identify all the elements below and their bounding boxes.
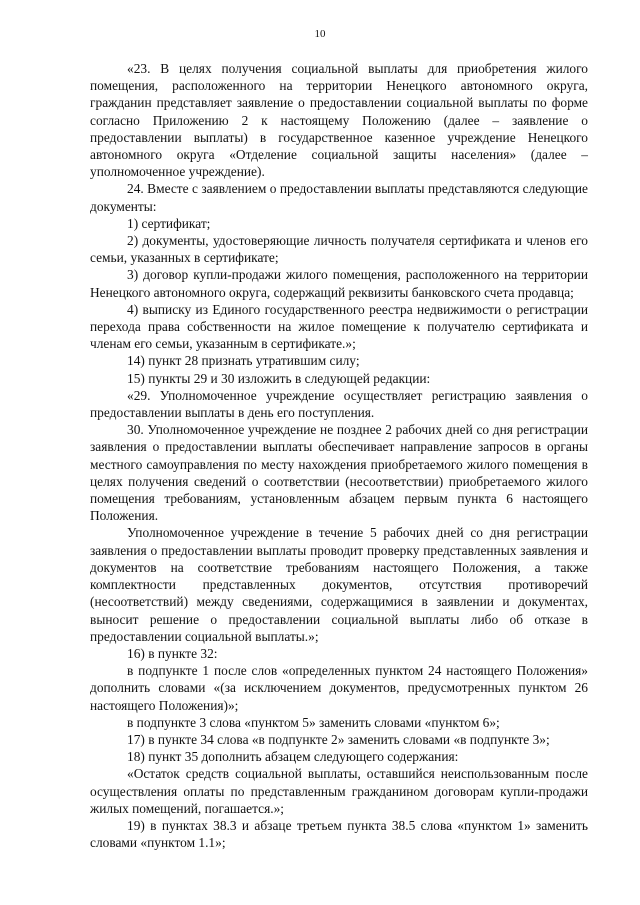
paragraph-item-2: 2) документы, удостоверяющие личность получателя сертификата и членов его семьи, указанных в сертификате; — [90, 233, 588, 266]
paragraph-item-4: 4) выписку из Единого государственного реестра недвижимости о регистрации перехода права собственности на жилое помещение к получателю сертификата и членам его семьи, указанным в сертификате.»; — [90, 301, 588, 352]
paragraph-24: 24. Вместе с заявлением о предоставлении выплаты представляются следующие документы: — [90, 181, 588, 214]
paragraph-item-3: 3) договор купли-продажи жилого помещения, расположенного на территории Ненецкого автономного округа, содержащий реквизиты банковского счета продавца; — [90, 267, 588, 300]
paragraph-amend-16-sub-3: в подпункте 3 слова «пунктом 5» заменить словами «пунктом 6»; — [127, 714, 500, 730]
paragraph-30: 30. Уполномоченное учреждение не позднее 2 рабочих дней со дня регистрации заявления о предоставлении выплаты обеспечивает направление запросов в органы местного самоуправления по месту нахождения приобретаемого жилого помещения в целях получения сведений о соответствии (несоответствии) приобретаемого жилого помещения требованиям, установленным абзацем первым пункта 6 настоящего Положения. — [90, 422, 588, 524]
paragraph-29: «29. Уполномоченное учреждение осуществляет регистрацию заявления о предоставлении выплаты в день его поступления. — [90, 387, 588, 421]
paragraph-amend-18: 18) пункт 35 дополнить абзацем следующего содержания: — [127, 749, 459, 765]
paragraph-23: «23. В целях получения социальной выплаты для приобретения жилого помещения, расположенного на территории Ненецкого автономного округа, гражданин представляет заявление о предоставлении социальной выплаты по форме согласно Приложению 2 к настоящему Положению (далее – заявление о предоставлении выплаты) в государственное казенное учреждение Ненецкого автономного округа «Отделение социальной защиты населения» (далее – уполномоченное учреждение). — [90, 61, 588, 180]
paragraph-amend-16-sub-1: в подпункте 1 после слов «определенных пунктом 24 настоящего Положения» дополнить словами «(за исключением документов, предусмотренных пунктом 26 настоящего Положения)»; — [90, 663, 588, 713]
document-body — [90, 60, 588, 851]
paragraph-amend-19: 19) в пунктах 38.3 и абзаце третьем пункта 38.5 слова «пунктом 1» заменить словами «пунктом 1.1»; — [90, 817, 588, 851]
paragraph-amend-16: 16) в пункте 32: — [127, 645, 218, 661]
paragraph-amend-14: 14) пункт 28 признать утратившим силу; — [127, 353, 360, 369]
paragraph-amend-18-text: «Остаток средств социальной выплаты, оставшийся неиспользованным после осуществления оплаты по представленным гражданином договорам купли-продажи жилых помещений, погашается.»; — [90, 766, 588, 816]
paragraph-item-1: 1) сертификат; — [127, 215, 211, 231]
page-number: 10 — [314, 28, 326, 40]
paragraph-30-part-2: Уполномоченное учреждение в течение 5 рабочих дней со дня регистрации заявления о предоставлении выплаты проводит проверку представленных заявления и документов на соответствие требованиям настоящего Положения, а также комплектности представленных документов, отсутствия противоречий (несоответствий) между сведениями, содержащимися в заявлении и документах, выносит решение о предоставлении социальной выплаты либо об отказе в предоставлении социальной выплаты.»; — [90, 525, 588, 644]
paragraph-amend-17: 17) в пункте 34 слова «в подпункте 2» заменить словами «в подпункте 3»; — [127, 731, 550, 747]
paragraph-amend-15: 15) пункты 29 и 30 изложить в следующей редакции: — [127, 370, 431, 386]
